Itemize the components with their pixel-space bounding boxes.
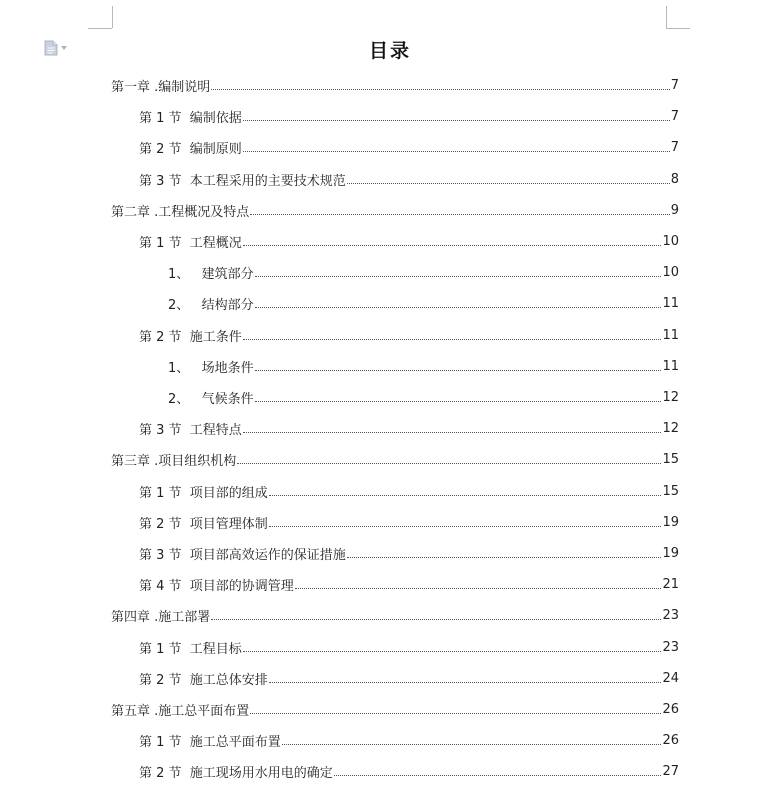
- toc-entry-title: .编制说明: [150, 80, 211, 95]
- toc-entry-number: 第 1 节: [139, 236, 182, 251]
- toc-entry-number: 第 1 节: [139, 641, 182, 657]
- toc-entry-title: 编制依据: [181, 111, 242, 127]
- toc-leader-dots: [243, 120, 670, 121]
- toc-entry-title: 施工总体安排: [181, 672, 268, 688]
- crop-mark-top-right-vertical: [666, 6, 667, 28]
- toc-entry-title: 本工程采用的主要技术规范: [181, 173, 346, 189]
- toc-entry-number: 第 1 节: [139, 111, 182, 127]
- toc-page-number: 12: [662, 390, 679, 405]
- toc-subsection-entry[interactable]: [168, 288, 679, 319]
- toc-page-number: 23: [662, 639, 679, 655]
- toc-page-number: 10: [662, 265, 679, 281]
- toc-section-entry[interactable]: [139, 507, 679, 538]
- toc-section-entry[interactable]: [139, 632, 679, 663]
- toc-entry-number: 第 1 节: [139, 485, 182, 501]
- toc-entry-number: 第 1 节: [139, 735, 182, 751]
- toc-leader-dots: [255, 307, 662, 308]
- toc-entry-number: 第二章: [111, 204, 151, 220]
- toc-entry-number: 第 3 节: [139, 173, 182, 189]
- toc-entry-title: 施工现场用水用电的确定: [181, 766, 333, 782]
- toc-chapter-entry[interactable]: [111, 444, 679, 475]
- toc-entry-title: .施工总平面布置: [150, 704, 250, 719]
- toc-page-number: 26: [662, 733, 679, 749]
- toc-entry-number: 第 2 节: [139, 672, 182, 688]
- toc-page-number: 7: [670, 140, 679, 156]
- toc-section-entry[interactable]: [139, 226, 679, 257]
- toc-leader-dots: [211, 89, 669, 90]
- toc-entry-title: 工程概况: [181, 236, 242, 251]
- toc-entry-title: 项目部高效运作的保证措施: [181, 548, 346, 563]
- toc-entry-title: 项目部的协调管理: [181, 579, 294, 595]
- toc-entry-number: 1、: [168, 360, 190, 376]
- toc-section-entry[interactable]: [139, 132, 679, 163]
- toc-page-number: 9: [670, 202, 679, 218]
- toc-page-number: 24: [662, 670, 679, 686]
- toc-entry-title: 工程特点: [181, 423, 242, 439]
- toc-leader-dots: [347, 183, 670, 184]
- crop-mark-top-left-vertical: [112, 6, 113, 28]
- toc-entry-number: 第 2 节: [139, 329, 182, 345]
- toc-entry-number: 第 2 节: [139, 516, 182, 532]
- toc-page-number: 19: [662, 514, 679, 530]
- toc-chapter-entry[interactable]: [111, 694, 679, 725]
- toc-entry-title: 项目部的组成: [181, 485, 268, 501]
- toc-subsection-entry[interactable]: [168, 382, 679, 413]
- toc-section-entry[interactable]: [139, 164, 679, 195]
- toc-subsection-entry[interactable]: [168, 257, 679, 288]
- toc-leader-dots: [347, 557, 662, 558]
- toc-entry-title: .项目组织机构: [150, 454, 237, 470]
- toc-section-entry[interactable]: [139, 476, 679, 507]
- toc-leader-dots: [255, 276, 662, 277]
- toc-leader-dots: [295, 588, 662, 589]
- toc-entry-number: 第五章: [111, 704, 151, 719]
- toc-chapter-entry[interactable]: [111, 70, 679, 101]
- toc-section-entry[interactable]: [139, 569, 679, 600]
- toc-entry-number: 第 4 节: [139, 579, 182, 595]
- toc-entry-number: 第 3 节: [139, 423, 182, 439]
- toc-page-number: 11: [662, 296, 679, 312]
- toc-entry-number: 第 3 节: [139, 548, 182, 563]
- toc-page-number: 11: [662, 358, 679, 374]
- toc-leader-dots: [243, 432, 662, 433]
- toc-section-entry[interactable]: [139, 756, 679, 787]
- toc-leader-dots: [334, 775, 662, 776]
- crop-mark-top-right-horizontal: [666, 28, 690, 29]
- toc-subsection-entry[interactable]: [168, 351, 679, 382]
- toc-leader-dots: [269, 682, 662, 683]
- toc-section-entry[interactable]: [139, 101, 679, 132]
- toc-entry-title: 场地条件: [189, 360, 254, 376]
- toc-leader-dots: [243, 245, 662, 246]
- toc-section-entry[interactable]: [139, 413, 679, 444]
- toc-entry-number: 第四章: [111, 610, 151, 626]
- toc-leader-dots: [211, 619, 661, 620]
- toc-leader-dots: [237, 463, 661, 464]
- toc-leader-dots: [250, 214, 669, 215]
- toc-chapter-entry[interactable]: [111, 600, 679, 631]
- toc-entry-number: 2、: [168, 298, 190, 314]
- toc-page-number: 10: [662, 234, 679, 249]
- crop-mark-top-left-horizontal: [88, 28, 112, 29]
- toc-page-number: 27: [662, 764, 679, 780]
- toc-leader-dots: [255, 401, 662, 402]
- toc-section-entry[interactable]: [139, 663, 679, 694]
- toc-entry-title: 编制原则: [181, 142, 242, 158]
- toc-entry-title: 结构部分: [189, 298, 254, 314]
- toc-leader-dots: [269, 526, 662, 527]
- toc-entry-number: 2、: [168, 392, 190, 407]
- toc-section-entry[interactable]: [139, 538, 679, 569]
- toc-leader-dots: [255, 370, 662, 371]
- toc-page-number: 26: [662, 702, 679, 717]
- toc-page-number: 11: [662, 327, 679, 343]
- toc-chapter-entry[interactable]: [111, 195, 679, 226]
- toc-section-entry[interactable]: [139, 725, 679, 756]
- toc-page-number: 23: [662, 608, 679, 624]
- toc-section-entry[interactable]: [139, 320, 679, 351]
- toc-entry-title: 施工总平面布置: [181, 735, 281, 751]
- toc-entry-title: .工程概况及特点: [150, 204, 250, 220]
- toc-page-number: 19: [662, 546, 679, 561]
- toc-page-number: 7: [670, 78, 679, 93]
- toc-page-number: 21: [662, 577, 679, 593]
- toc-leader-dots: [243, 651, 662, 652]
- toc-entry-title: 工程目标: [181, 641, 242, 657]
- toc-page-number: 8: [670, 171, 679, 187]
- toc-leader-dots: [243, 339, 662, 340]
- toc-page-number: 15: [662, 452, 679, 468]
- toc-entry-number: 第 2 节: [139, 142, 182, 158]
- toc-entry-title: 施工条件: [181, 329, 242, 345]
- toc-entry-number: 第三章: [111, 454, 151, 470]
- toc-leader-dots: [250, 713, 661, 714]
- toc-leader-dots: [243, 151, 670, 152]
- toc-page-number: 15: [662, 483, 679, 499]
- toc-leader-dots: [282, 744, 662, 745]
- toc-entry-title: .施工部署: [150, 610, 211, 626]
- toc-page-number: 12: [662, 421, 679, 437]
- toc-entry-title: 气候条件: [189, 392, 254, 407]
- toc-leader-dots: [269, 495, 662, 496]
- toc-entry-number: 第 2 节: [139, 766, 182, 782]
- toc-entry-title: 建筑部分: [189, 267, 254, 283]
- toc-entry-number: 1、: [168, 267, 190, 283]
- toc-page-number: 7: [670, 109, 679, 125]
- page-title: 目录: [368, 40, 411, 62]
- toc-entry-number: 第一章: [111, 80, 151, 95]
- toc-entry-title: 项目管理体制: [181, 516, 268, 532]
